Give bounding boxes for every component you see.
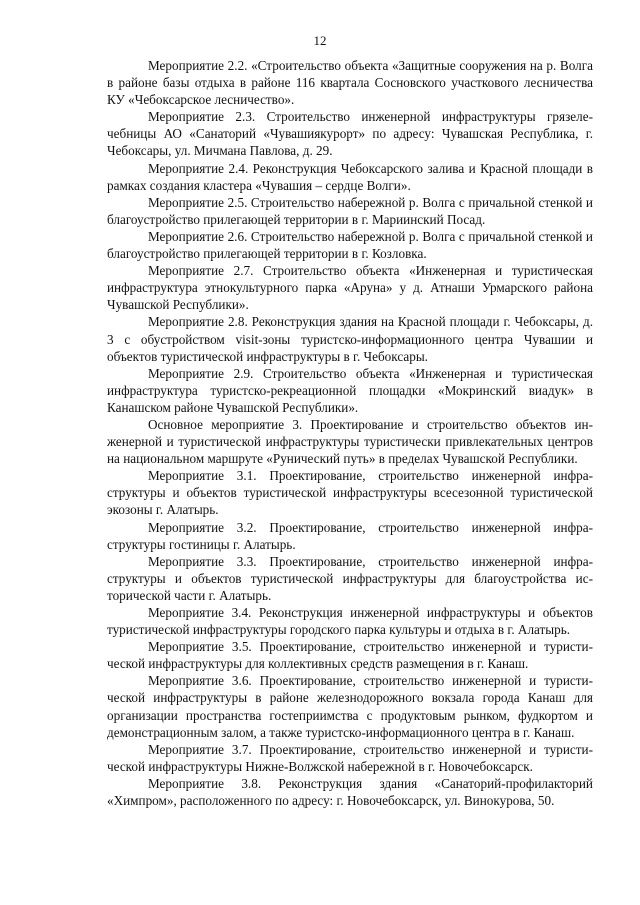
paragraph-measure-3-2: Мероприятие 3.2. Проектирование, строительство инженерной инфраструктуры гостиницы г. Алатырь. <box>107 519 593 552</box>
paragraph-measure-2-6: Мероприятие 2.6. Строительство набережной р. Волга с причальной стенкой и благоустройство прилегающей территории в г. Козловка. <box>107 228 593 262</box>
paragraph-measure-2-8: Мероприятие 2.8. Реконструкция здания на Красной площади г. Чебоксары, д. 3 с обустройством visit-зоны туристско-информационного центра Чувашии и объектов туристической инфраструктуры в г. Чебоксары. <box>107 314 593 364</box>
paragraph-measure-3-3: Мероприятие 3.3. Проектирование, строительство инженерной инфраструктуры и объектов туристической инфраструктуры для благоустройства исторической части г. Алатырь. <box>107 553 593 603</box>
paragraph-measure-2-9: Мероприятие 2.9. Строительство объекта «Инженерная и туристическая инфраструктура туристско-рекреационной площадки «Мокринский виадук» в Канашском районе Чувашской Республики». <box>107 365 593 415</box>
document-body <box>107 57 593 809</box>
paragraph-measure-3-4: Мероприятие 3.4. Реконструкция инженерной инфраструктуры и объектов туристической инфраструктуры городского парка культуры и отдыха в г. Алатырь. <box>107 605 593 638</box>
paragraph-measure-3-5: Мероприятие 3.5. Проектирование, строительство инженерной и туристической инфраструктуры для коллективных средств размещения в г. Канаш. <box>107 639 593 672</box>
paragraph-main-measure-3: Основное мероприятие 3. Проектирование и строительство объектов инженерной и туристической инфраструктуры туристически привлекательных центров на национальном маршруте «Рунический путь» в пределах Чувашской Республики. <box>107 416 593 467</box>
paragraph-measure-2-5: Мероприятие 2.5. Строительство набережной р. Волга с причальной стенкой и благоустройство прилегающей территории в г. Мариинский Посад. <box>107 194 593 227</box>
paragraph-measure-3-7: Мероприятие 3.7. Проектирование, строительство инженерной и туристической инфраструктуры Нижне-Волжской набережной в г. Новочебоксарск. <box>107 741 593 774</box>
paragraph-measure-3-6: Мероприятие 3.6. Проектирование, строительство инженерной и туристической инфраструктуры в районе железнодорожного вокзала города Канаш для организации пространства гостеприимства с продуктовым рынком, фудкортом и демонстрационным залом, а также туристско-информационного центра в г. Канаш. <box>107 673 593 740</box>
paragraph-measure-2-3: Мероприятие 2.3. Строительство инженерной инфраструктуры грязелечебницы АО «Санаторий «Чувашиякурорт» по адресу: Чувашская Республика, г. Чебоксары, ул. Мичмана Павлова, д. 29. <box>107 109 593 159</box>
paragraph-measure-3-1: Мероприятие 3.1. Проектирование, строительство инженерной инфраструктуры и объектов туристической инфраструктуры всесезонной туристической экозоны г. Алатырь. <box>107 468 593 518</box>
paragraph-measure-3-8: Мероприятие 3.8. Реконструкция здания «Санаторий-профилакторий «Химпром», расположенного по адресу: г. Новочебоксарск, ул. Винокурова, 50. <box>107 775 593 809</box>
page-number: 12 <box>313 33 327 48</box>
paragraph-measure-2-7: Мероприятие 2.7. Строительство объекта «Инженерная и туристическая инфраструктура этнокультурного парка «Аруна» у д. Атнаши Урмарского района Чувашской Республики». <box>107 263 593 313</box>
paragraph-measure-2-4: Мероприятие 2.4. Реконструкция Чебоксарского залива и Красной площади в рамках создания кластера «Чувашия – сердце Волги». <box>107 160 593 193</box>
paragraph-measure-2-2: Мероприятие 2.2. «Строительство объекта «Защитные сооружения на р. Волга в районе базы отдыха в районе 116 квартала Сосновского участкового лесничества КУ «Чебоксарское лесничество». <box>107 58 593 108</box>
